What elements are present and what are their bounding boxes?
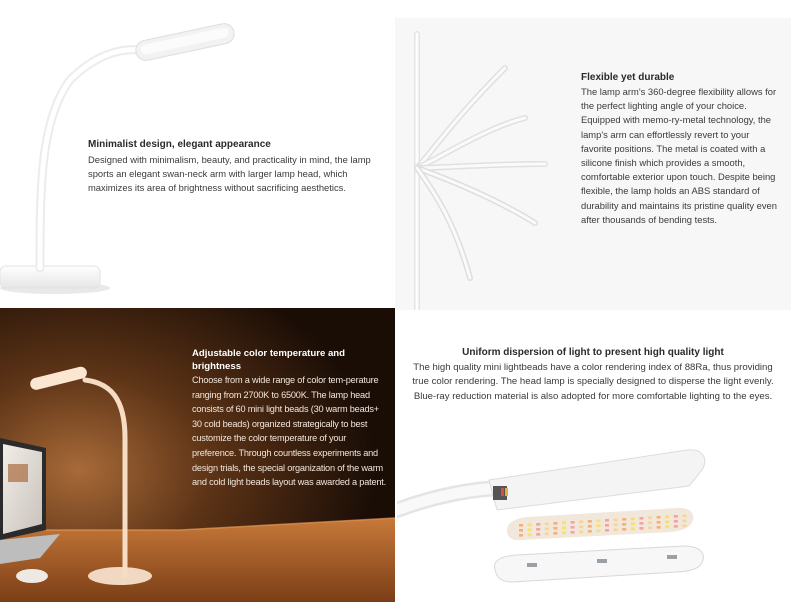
- led-bead: [674, 520, 678, 523]
- section-title: Flexible yet durable: [581, 72, 675, 83]
- section-title: Minimalist design, elegant appearance: [88, 139, 271, 150]
- led-bead: [639, 522, 643, 525]
- led-bead: [639, 517, 643, 520]
- led-bead: [596, 520, 600, 523]
- section-body: Choose from a wide range of color tem-perature ranging from 2700K to 6500K. The lamp head consists of 60 mini light beads (30 warm beads+ 30 cold beads) organized strategically to best customize the color temperature of your preference. Through countless experiments and design trials, the special organization of the warm and cold light beads layout was awarded a patent.: [192, 375, 386, 488]
- led-bead: [674, 525, 678, 528]
- led-bead: [588, 520, 592, 523]
- led-bead: [665, 521, 669, 524]
- led-bead: [657, 516, 661, 519]
- panel-uniform-dispersion: [397, 310, 791, 602]
- led-bead: [553, 527, 557, 530]
- led-bead: [562, 527, 566, 530]
- led-bead: [519, 529, 523, 532]
- led-bead: [614, 524, 618, 527]
- led-bead: [622, 528, 626, 531]
- panel-color-temperature: [0, 308, 395, 602]
- led-bead: [596, 530, 600, 533]
- led-bead: [605, 529, 609, 532]
- panel-minimalist-design: [0, 0, 395, 308]
- led-bead: [571, 521, 575, 524]
- led-bead: [536, 523, 540, 526]
- led-bead: [657, 521, 661, 524]
- led-bead: [639, 527, 643, 530]
- led-bead: [614, 519, 618, 522]
- led-bead: [596, 525, 600, 528]
- section-title: Adjustable color temperature and brightness: [192, 348, 345, 372]
- led-bead: [528, 524, 532, 527]
- led-bead: [571, 531, 575, 534]
- led-bead: [674, 515, 678, 518]
- section-body: The high quality mini lightbeads have a color rendering index of 88Ra, thus providing true color rendering. The head lamp is specially designed to disperse the light evenly. Blue-ray reduction material is also adopted for more comfortable lighting to the eyes.: [412, 362, 774, 402]
- led-bead: [631, 518, 635, 521]
- led-bead: [605, 519, 609, 522]
- led-bead: [579, 531, 583, 534]
- led-bead: [665, 526, 669, 529]
- led-bead: [519, 534, 523, 537]
- led-bead: [648, 517, 652, 520]
- led-bead: [614, 529, 618, 532]
- led-bead: [622, 523, 626, 526]
- led-bead: [631, 528, 635, 531]
- led-bead: [579, 526, 583, 529]
- led-bead: [562, 532, 566, 535]
- led-bead: [528, 534, 532, 537]
- led-bead: [536, 533, 540, 536]
- led-bead: [519, 524, 523, 527]
- led-bead: [657, 526, 661, 529]
- led-bead: [536, 528, 540, 531]
- led-bead: [648, 522, 652, 525]
- led-bead: [553, 522, 557, 525]
- led-bead: [579, 521, 583, 524]
- lamp-head-exploded-image: [397, 310, 791, 602]
- led-bead: [588, 525, 592, 528]
- led-bead: [605, 524, 609, 527]
- led-bead: [545, 523, 549, 526]
- led-bead: [682, 525, 686, 528]
- led-bead: [528, 529, 532, 532]
- led-bead: [682, 515, 686, 518]
- led-bead: [682, 520, 686, 523]
- led-bead: [665, 516, 669, 519]
- section-body: Designed with minimalism, beauty, and practicality in mind, the lamp sports an elegant swan-neck arm with larger lamp head, which maximizes its area of brightness without sacrificing aesthetics.: [88, 154, 371, 193]
- led-bead: [648, 527, 652, 530]
- led-board: [507, 508, 693, 540]
- led-bead: [622, 518, 626, 521]
- panel-flexible-durable: [395, 18, 791, 310]
- led-bead: [631, 523, 635, 526]
- led-bead: [545, 533, 549, 536]
- led-bead: [588, 530, 592, 533]
- led-bead: [545, 528, 549, 531]
- section-body: The lamp arm's 360-degree flexibility allows for the perfect lighting angle of your choice. Equipped with memo-ry-metal technology, the lamp's arm can effortlessly revert to your favorite positions. The metal is coated with a silicone finish which provides a smooth, comfortable exterior upon touch. Despite being flexible, the lamp holds an ABS standard of durability and maintains its pristine quality even after thousands of bending tests.: [581, 86, 777, 225]
- led-bead: [562, 522, 566, 525]
- led-bead: [553, 532, 557, 535]
- section-title: Uniform dispersion of light to present high quality light: [462, 347, 724, 358]
- led-bead: [571, 526, 575, 529]
